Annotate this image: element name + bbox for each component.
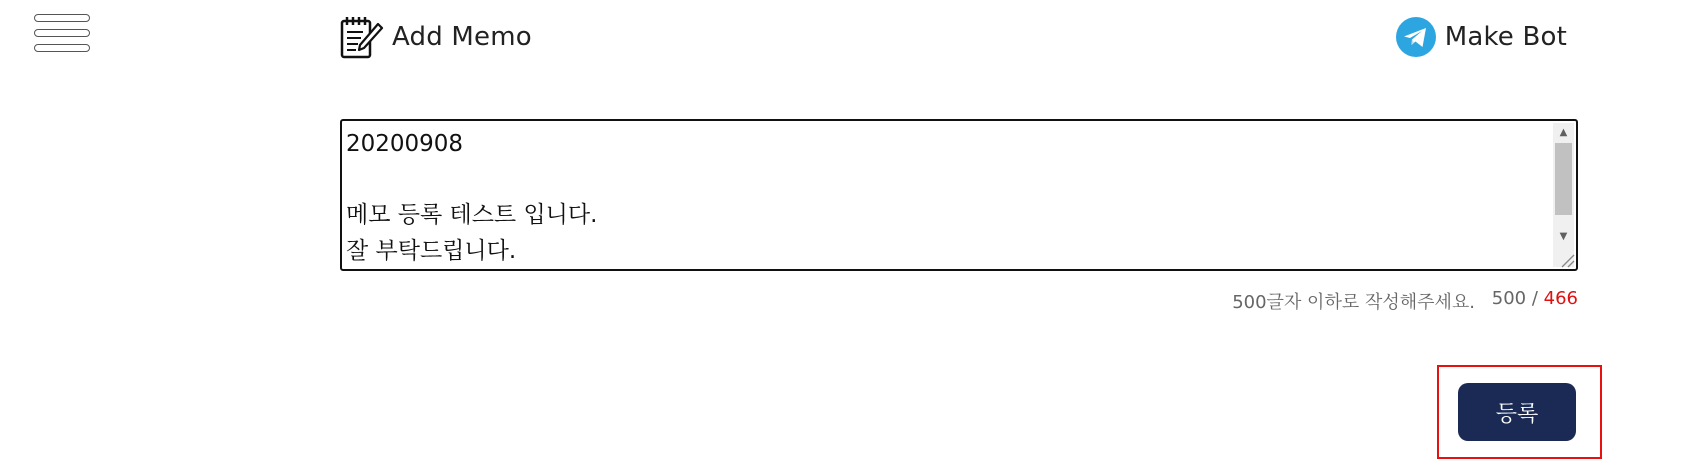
menu-line (34, 29, 90, 37)
hamburger-menu-button[interactable] (34, 14, 92, 58)
counter-remaining: 466 (1543, 288, 1578, 309)
memo-text[interactable]: 20200908 메모 등록 테스트 입니다. 잘 부탁드립니다. (346, 131, 598, 264)
add-memo-button[interactable] (338, 12, 532, 62)
menu-line (34, 14, 90, 22)
resize-grip-icon[interactable] (1554, 247, 1576, 269)
scrollbar[interactable] (1553, 123, 1574, 267)
character-limit-hint: 500글자 이하로 작성해주세요. (1232, 292, 1475, 313)
submit-button[interactable]: 등록 (1458, 383, 1576, 441)
scroll-down-arrow-icon[interactable]: ▼ (1559, 230, 1568, 242)
scroll-up-arrow-icon[interactable]: ▲ (1559, 126, 1568, 138)
notepad-pencil-icon (338, 14, 384, 60)
character-counter (1492, 288, 1578, 309)
scroll-thumb[interactable] (1555, 143, 1572, 215)
counter-separator: / (1526, 288, 1544, 309)
make-bot-button[interactable] (1395, 12, 1567, 62)
add-memo-label: Add Memo (392, 22, 532, 52)
telegram-icon (1395, 16, 1437, 58)
menu-line (34, 44, 90, 52)
memo-textarea[interactable] (340, 119, 1578, 271)
make-bot-label: Make Bot (1444, 22, 1567, 52)
counter-max: 500 (1491, 288, 1527, 309)
